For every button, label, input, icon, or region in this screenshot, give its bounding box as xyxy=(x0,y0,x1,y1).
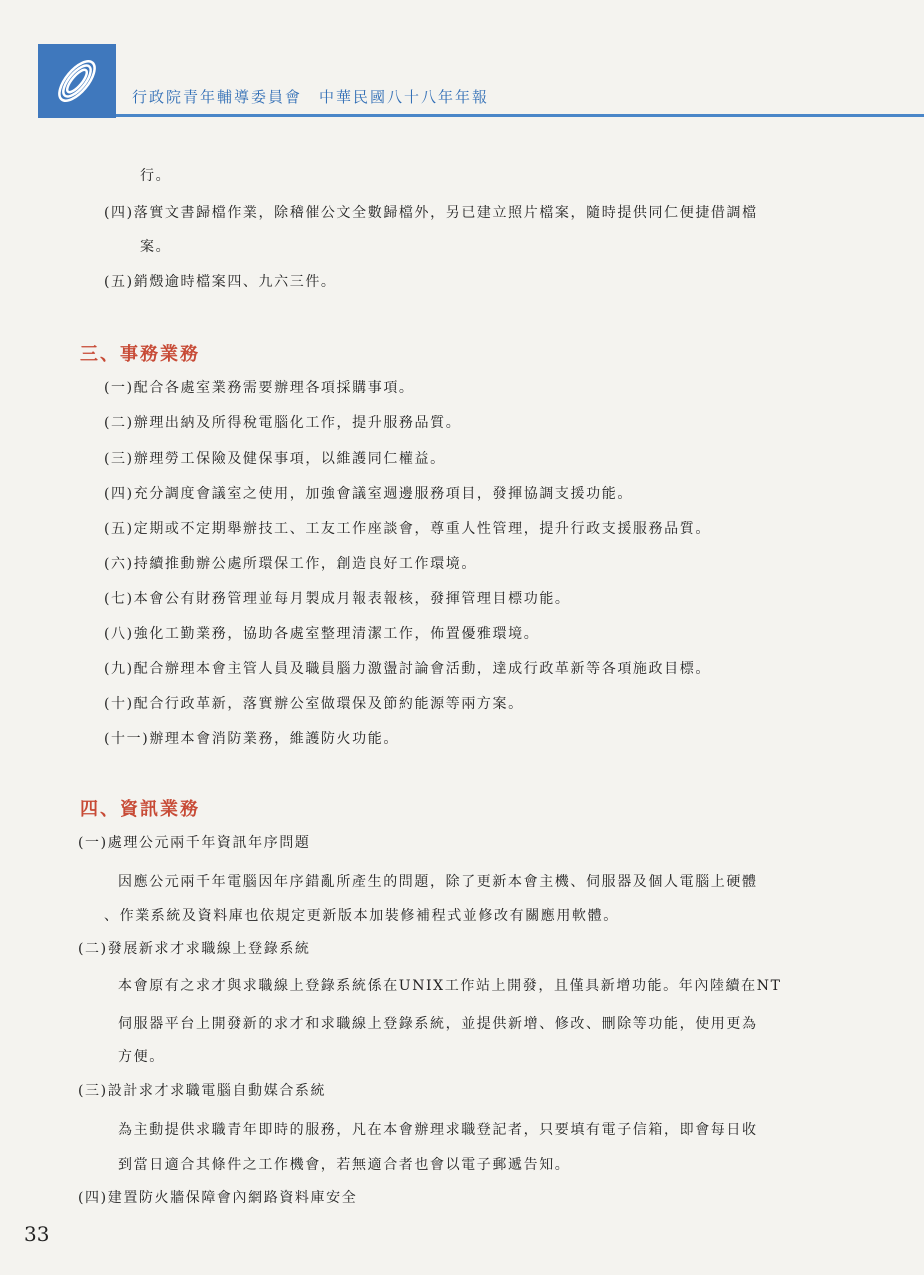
list-item: (六)持續推動辦公處所環保工作，創造良好工作環境。 xyxy=(104,556,477,572)
list-item: (九)配合辦理本會主管人員及職員腦力激盪討論會活動，達成行政革新等各項施政目標。 xyxy=(104,661,711,677)
text-line: 、作業系統及資料庫也依規定更新版本加裝修補程式並修改有關應用軟體。 xyxy=(104,908,619,924)
rings-logo-icon xyxy=(44,50,110,112)
header-divider xyxy=(116,114,924,117)
text-line: (四)落實文書歸檔作業，除稽催公文全數歸檔外，另已建立照片檔案，隨時提供同仁便捷借調檔 xyxy=(104,205,758,221)
list-item: (十一)辦理本會消防業務，維護防火功能。 xyxy=(104,731,399,747)
report-logo xyxy=(38,44,116,118)
section-heading: 四、資訊業務 xyxy=(80,799,200,820)
text-line: (五)銷燬逾時檔案四、九六三件。 xyxy=(104,274,337,290)
list-item: (八)強化工勤業務，協助各處室整理清潔工作，佈置優雅環境。 xyxy=(104,626,540,642)
text-line: 案。 xyxy=(140,239,172,255)
section-heading: 三、事務業務 xyxy=(80,344,200,365)
text-line: 到當日適合其條件之工作機會，若無適合者也會以電子郵遞告知。 xyxy=(118,1157,571,1173)
list-item: (五)定期或不定期舉辦技工、工友工作座談會，尊重人性管理，提升行政支援服務品質。 xyxy=(104,521,711,537)
subsection-title: (一)處理公元兩千年資訊年序問題 xyxy=(78,835,311,851)
header-title: 行政院青年輔導委員會 中華民國八十八年年報 xyxy=(132,88,490,106)
text-line: 因應公元兩千年電腦因年序錯亂所產生的問題，除了更新本會主機、伺服器及個人電腦上硬體 xyxy=(118,874,758,890)
text-line: 方便。 xyxy=(118,1049,165,1065)
list-item: (二)辦理出納及所得稅電腦化工作，提升服務品質。 xyxy=(104,415,462,431)
subsection-title: (三)設計求才求職電腦自動媒合系統 xyxy=(78,1083,327,1099)
page-number: 33 xyxy=(24,1222,50,1246)
text-line: 伺服器平台上開發新的求才和求職線上登錄系統，並提供新增、修改、刪除等功能，使用更為 xyxy=(118,1016,758,1032)
list-item: (三)辦理勞工保險及健保事項，以維護同仁權益。 xyxy=(104,451,446,467)
text-line: 行。 xyxy=(140,168,172,184)
list-item: (十)配合行政革新，落實辦公室做環保及節約能源等兩方案。 xyxy=(104,696,524,712)
list-item: (四)充分調度會議室之使用，加強會議室週邊服務項目，發揮協調支援功能。 xyxy=(104,486,633,502)
subsection-title: (二)發展新求才求職線上登錄系統 xyxy=(78,941,311,957)
text-line: 本會原有之求才與求職線上登錄系統係在UNIX工作站上開發，且僅具新增功能。年內陸續在NT xyxy=(118,978,782,994)
subsection-title: (四)建置防火牆保障會內網路資料庫安全 xyxy=(78,1190,358,1206)
list-item: (七)本會公有財務管理並每月製成月報表報核，發揮管理目標功能。 xyxy=(104,591,571,607)
text-line: 為主動提供求職青年即時的服務，凡在本會辦理求職登記者，只要填有電子信箱，即會每日收 xyxy=(118,1122,758,1138)
list-item: (一)配合各處室業務需要辦理各項採購事項。 xyxy=(104,380,415,396)
